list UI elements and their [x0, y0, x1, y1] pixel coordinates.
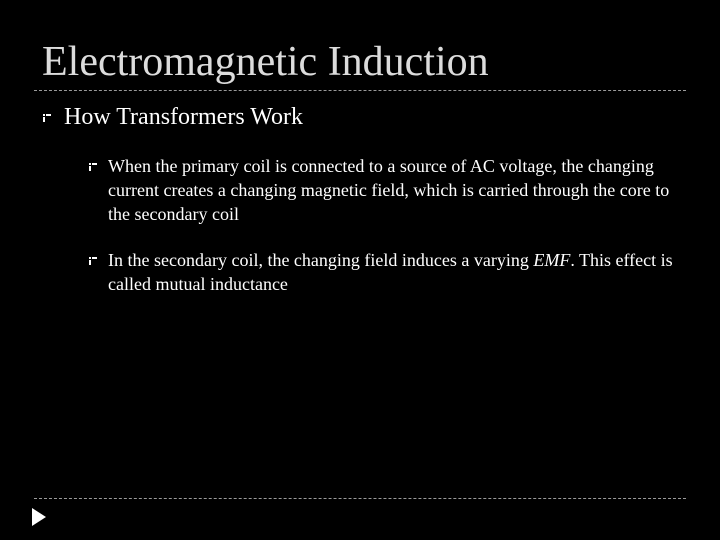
- next-arrow-icon[interactable]: [30, 506, 48, 528]
- title-divider: [34, 90, 686, 91]
- bullet-mark-icon: [42, 113, 52, 123]
- bullet-mark-icon: [88, 256, 98, 266]
- heading-bullet: How Transformers Work: [64, 104, 303, 130]
- bullet-mark-icon: [88, 162, 98, 172]
- secondary-coil-text-end: . This effect is called mutual inductance: [108, 250, 673, 294]
- sub-bullet-secondary-coil: [108, 248, 688, 296]
- sub-bullet-primary-coil: When the primary coil is connected to a source of AC voltage, the changing current creates a changing magnetic field, which is carried through the core to the secondary coil: [108, 156, 670, 224]
- secondary-coil-text-start: In the secondary coil, the changing field induces a varying: [108, 250, 534, 270]
- emf-term: EMF: [533, 250, 571, 270]
- slide-title: Electromagnetic Induction: [42, 39, 489, 85]
- footer-divider: [34, 498, 686, 499]
